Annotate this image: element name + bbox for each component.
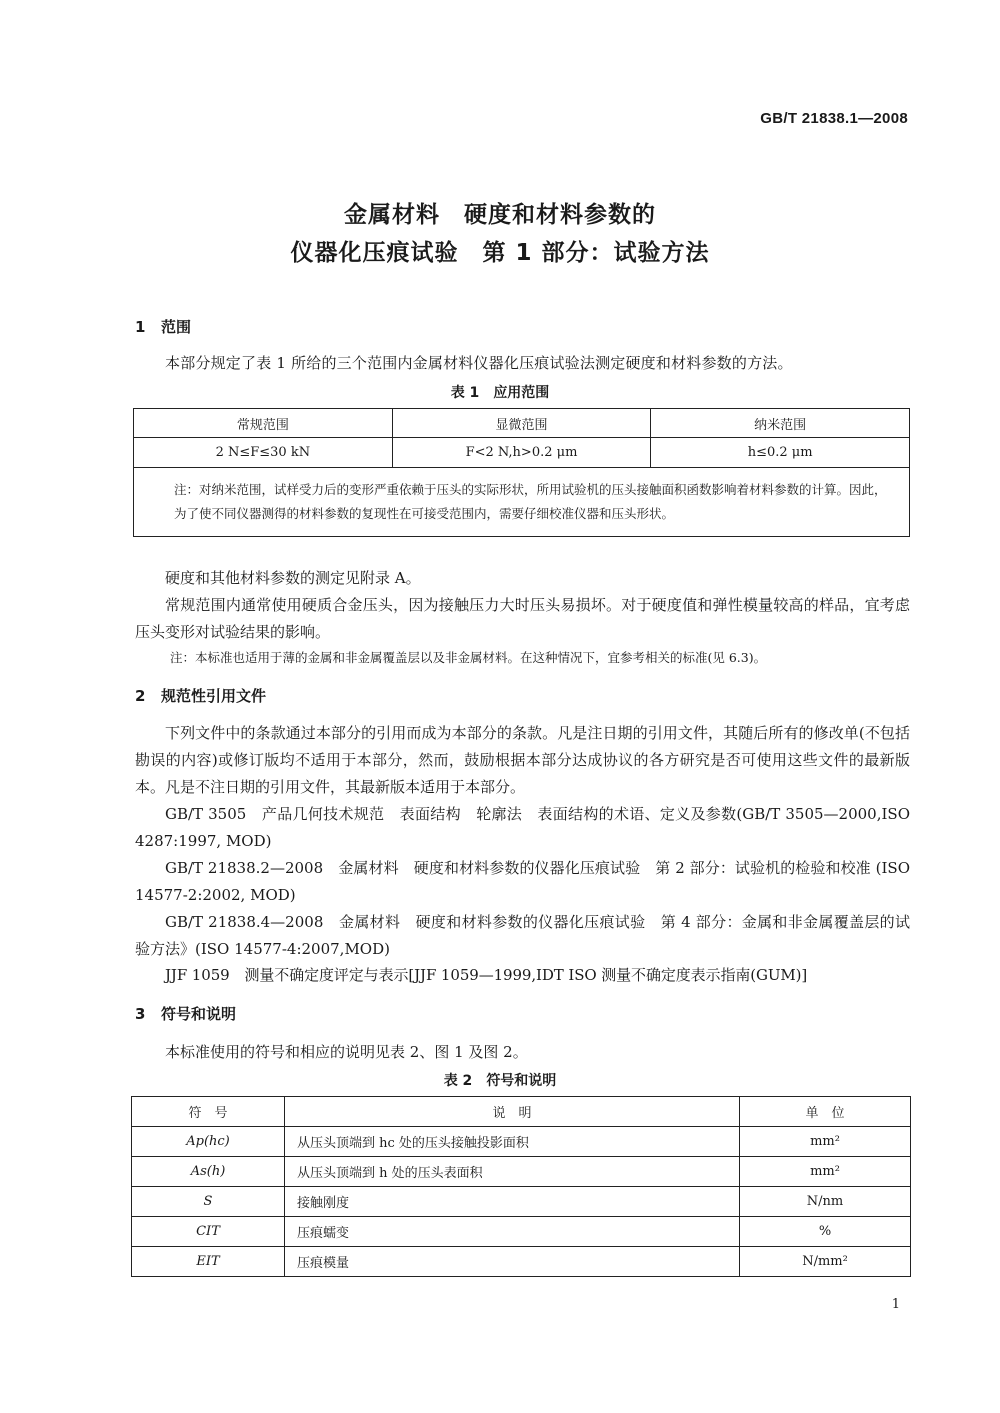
section-2-intro: 下列文件中的条款通过本部分的引用而成为本部分的条款。凡是注日期的引用文件，其随后所有的修改单(不包括勘误的内容)或修订版均不适用于本部分，然而，鼓励根据本部分达成协议的各方研究是否可使用这些文件的最新版本。凡是不注日期的引用文件，其最新版本适用于本部分。 [135, 724, 910, 796]
section-3-intro: 本标准使用的符号和相应的说明见表 2、图 1 及图 2。 [165, 1043, 528, 1061]
section-2-heading [135, 685, 266, 706]
caption-title: 应用范围 [493, 385, 550, 401]
section-1-intro: 本部分规定了表 1 所给的三个范围内金属材料仪器化压痕试验法测定硬度和材料参数的方法。 [165, 354, 793, 372]
section-title: 范围 [161, 318, 192, 336]
table-cell: h≤0.2 μm [651, 438, 910, 468]
description-cell: 接触刚度 [285, 1187, 740, 1217]
page-number: 1 [891, 1297, 900, 1312]
table-cell: 2 N≤F≤30 kN [134, 438, 393, 468]
table-1-application-range [133, 408, 910, 537]
caption-number: 表 2 [443, 1073, 473, 1089]
title-line-1: 金属材料 硬度和材料参数的 [344, 202, 656, 228]
section-1-note: 注：本标准也适用于薄的金属和非金属覆盖层以及非金属材料。在这种情况下，宜参考相关的标准(见 6.3)。 [170, 650, 767, 665]
document-number: GB/T 21838.1—2008 [760, 110, 908, 127]
symbol-cell: Ap(hc) [132, 1127, 285, 1157]
table-row [132, 1157, 911, 1187]
reference-item: GB/T 21838.4—2008 金属材料 硬度和材料参数的仪器化压痕试验 第 4 部分：金属和非金属覆盖层的试验方法》(ISO 14577-4:2007,MOD) [135, 913, 910, 958]
unit-cell: mm² [740, 1157, 911, 1187]
symbol-cell: As(h) [132, 1157, 285, 1187]
table-header-cell: 单 位 [740, 1097, 911, 1127]
reference-item: GB/T 3505 产品几何技术规范 表面结构 轮廓法 表面结构的术语、定义及参数(GB/T 3505—2000,ISO 4287:1997, MOD) [135, 805, 910, 850]
paragraph-hardmetal: 常规范围内通常使用硬质合金压头，因为接触压力大时压头易损坏。对于硬度值和弹性模量较高的样品，宜考虑压头变形对试验结果的影响。 [135, 596, 910, 641]
description-cell: 压痕蠕变 [285, 1217, 740, 1247]
table-cell: F<2 N,h>0.2 μm [392, 438, 651, 468]
table-row [132, 1127, 911, 1157]
reference-item: GB/T 21838.2—2008 金属材料 硬度和材料参数的仪器化压痕试验 第 2 部分：试验机的检验和校准 (ISO 14577-2:2002, MOD) [135, 859, 910, 904]
description-cell: 从压头顶端到 hc 处的压头接触投影面积 [285, 1127, 740, 1157]
symbol-cell: CIT [132, 1217, 285, 1247]
table-1-note: 注：对纳米范围，试样受力后的变形严重依赖于压头的实际形状，所用试验机的压头接触面积函数影响着材料参数的计算。因此，为了使不同仪器测得的材料参数的复现性在可接受范围内，需要仔细校准仪器和压头形状。 [134, 468, 910, 537]
table-header-cell: 纳米范围 [651, 409, 910, 438]
caption-title: 符号和说明 [486, 1073, 557, 1089]
table-1-caption [0, 382, 1000, 402]
table-2-symbols [131, 1096, 911, 1277]
unit-cell: N/mm² [740, 1247, 911, 1277]
section-1-heading [135, 316, 191, 337]
reference-item: JJF 1059 测量不确定度评定与表示[JJF 1059—1999,IDT ISO 测量不确定度表示指南(GUM)] [165, 966, 808, 984]
symbol-cell: S [132, 1187, 285, 1217]
table-row [132, 1217, 911, 1247]
caption-number: 表 1 [450, 385, 480, 401]
table-header-cell: 常规范围 [134, 409, 393, 438]
description-cell: 压痕模量 [285, 1247, 740, 1277]
unit-cell: mm² [740, 1127, 911, 1157]
section-3-heading [135, 1003, 236, 1024]
section-number: 1 [135, 318, 146, 336]
table-header-cell: 符 号 [132, 1097, 285, 1127]
section-number: 3 [135, 1005, 146, 1023]
table-row [132, 1187, 911, 1217]
section-title: 符号和说明 [161, 1005, 237, 1023]
table-row [132, 1247, 911, 1277]
paragraph-annex: 硬度和其他材料参数的测定见附录 A。 [165, 569, 421, 587]
description-cell: 从压头顶端到 h 处的压头表面积 [285, 1157, 740, 1187]
symbol-cell: EIT [132, 1247, 285, 1277]
table-header-cell: 说 明 [285, 1097, 740, 1127]
table-header-cell: 显微范围 [392, 409, 651, 438]
unit-cell: N/nm [740, 1187, 911, 1217]
table-2-caption [0, 1070, 1000, 1090]
section-number: 2 [135, 687, 146, 705]
section-title: 规范性引用文件 [161, 687, 267, 705]
unit-cell: % [740, 1217, 911, 1247]
title-line-2: 仪器化压痕试验 第 1 部分：试验方法 [290, 240, 710, 266]
